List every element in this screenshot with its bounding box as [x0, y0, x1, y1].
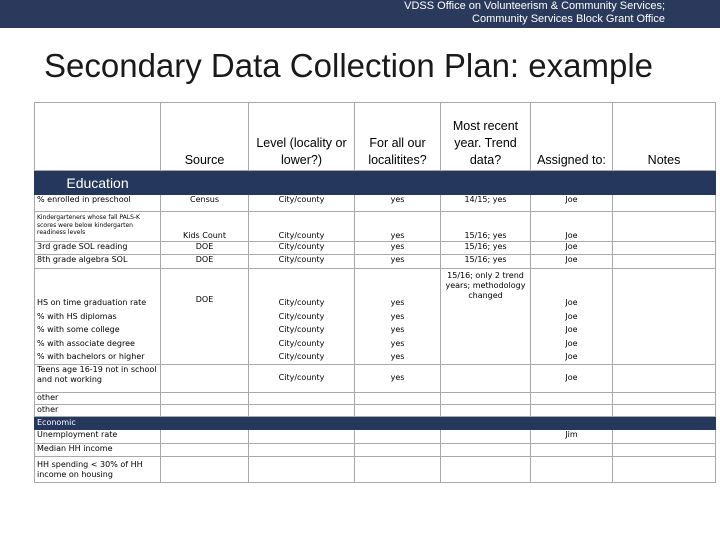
notes-cell — [613, 430, 716, 444]
notes-cell — [613, 365, 716, 393]
indicator-cell: other — [35, 405, 161, 417]
indicator-cell: Kindergarteners whose fall PALS-K scores were below kindergarten readiness levels — [35, 212, 161, 242]
all-localities-cell: yes — [355, 255, 441, 269]
all-localities-cell: yes — [355, 212, 441, 242]
indicator-text: % with HS diplomas — [37, 311, 117, 321]
source-cell: DOE — [161, 269, 249, 365]
source-cell — [161, 365, 249, 393]
all-localities-cell — [355, 269, 441, 365]
notes-cell — [613, 255, 716, 269]
indicator-cell: Teens age 16-19 not in school and not working — [35, 365, 161, 393]
source-cell: Kids Count — [161, 212, 249, 242]
indicator-cell: 3rd grade SOL reading — [35, 242, 161, 255]
column-header-recent-year: Most recent year. Trend data? — [441, 103, 531, 171]
assigned-cell: Joe — [531, 195, 613, 212]
table-row — [35, 393, 716, 405]
all-localities-cell: yes — [355, 242, 441, 255]
table-row — [35, 444, 716, 457]
indicator-cell — [35, 269, 161, 365]
table-row — [35, 365, 716, 393]
table-row — [35, 242, 716, 255]
all-localities-text: yes — [390, 338, 405, 348]
assigned-text: Joe — [565, 311, 578, 321]
level-text: City/county — [278, 352, 325, 362]
section-row-economic — [35, 417, 716, 430]
assigned-text: Joe — [565, 338, 578, 348]
table-row — [35, 457, 716, 483]
table-row — [35, 255, 716, 269]
header-bar — [0, 0, 720, 28]
column-header-source: Source — [161, 103, 249, 171]
header-line-2: Community Services Block Grant Office — [472, 13, 665, 25]
section-label-economic: Economic — [35, 417, 161, 430]
all-localities-text: yes — [390, 298, 405, 308]
recent-year-cell: 15/16; only 2 trend years; methodology changed — [441, 269, 531, 365]
source-cell: Census — [161, 195, 249, 212]
recent-year-cell: 15/16; yes — [441, 242, 531, 255]
indicator-cell: other — [35, 393, 161, 405]
level-cell: City/county — [249, 365, 355, 393]
table-row — [35, 269, 716, 365]
table-row — [35, 430, 716, 444]
indicator-text: % with associate degree — [37, 338, 135, 348]
indicator-cell: Median HH income — [35, 444, 161, 457]
assigned-cell: Joe — [531, 255, 613, 269]
source-cell: DOE — [161, 242, 249, 255]
level-cell: City/county — [249, 212, 355, 242]
all-localities-text: yes — [390, 325, 405, 335]
notes-cell — [613, 195, 716, 212]
table-header-row — [35, 103, 716, 171]
notes-cell — [613, 269, 716, 365]
all-localities-text: yes — [390, 352, 405, 362]
level-text: City/county — [278, 298, 325, 308]
column-header-notes: Notes — [613, 103, 716, 171]
assigned-text: Joe — [565, 325, 578, 335]
column-header-indicator — [35, 103, 161, 171]
data-plan-table — [34, 102, 715, 480]
table-row — [35, 212, 716, 242]
indicator-text: % with some college — [37, 325, 120, 335]
source-cell: DOE — [161, 255, 249, 269]
recent-year-cell: 15/16; yes — [441, 255, 531, 269]
assigned-text: Joe — [565, 298, 578, 308]
table-row — [35, 405, 716, 417]
assigned-cell — [531, 269, 613, 365]
assigned-text: Joe — [565, 352, 578, 362]
recent-year-cell — [441, 365, 531, 393]
indicator-text: HS on time graduation rate — [37, 298, 147, 308]
recent-year-cell: 14/15; yes — [441, 195, 531, 212]
table-row — [35, 195, 716, 212]
level-cell — [249, 269, 355, 365]
column-header-level: Level (locality or lower?) — [249, 103, 355, 171]
section-label-education: Education — [35, 171, 161, 195]
assigned-cell: Joe — [531, 212, 613, 242]
level-text: City/county — [278, 338, 325, 348]
notes-cell — [613, 212, 716, 242]
all-localities-cell: yes — [355, 195, 441, 212]
indicator-cell: HH spending < 30% of HH income on housing — [35, 457, 161, 483]
column-header-all-localities: For all our localitites? — [355, 103, 441, 171]
level-cell: City/county — [249, 195, 355, 212]
column-header-assigned: Assigned to: — [531, 103, 613, 171]
level-cell: City/county — [249, 242, 355, 255]
recent-year-cell: 15/16; yes — [441, 212, 531, 242]
page-title: Secondary Data Collection Plan: example — [44, 47, 654, 84]
header-line-1: VDSS Office on Volunteerism & Community Services; — [404, 0, 665, 12]
indicator-text: % with bachelors or higher — [37, 352, 145, 362]
assigned-cell: Jim — [531, 430, 613, 444]
assigned-cell: Joe — [531, 242, 613, 255]
all-localities-cell: yes — [355, 365, 441, 393]
level-cell: City/county — [249, 255, 355, 269]
assigned-cell: Joe — [531, 365, 613, 393]
indicator-cell: 8th grade algebra SOL — [35, 255, 161, 269]
notes-cell — [613, 242, 716, 255]
all-localities-text: yes — [390, 311, 405, 321]
section-row-education — [35, 171, 716, 195]
indicator-cell: % enrolled in preschool — [35, 195, 161, 212]
level-text: City/county — [278, 325, 325, 335]
level-text: City/county — [278, 311, 325, 321]
indicator-cell: Unemployment rate — [35, 430, 161, 444]
